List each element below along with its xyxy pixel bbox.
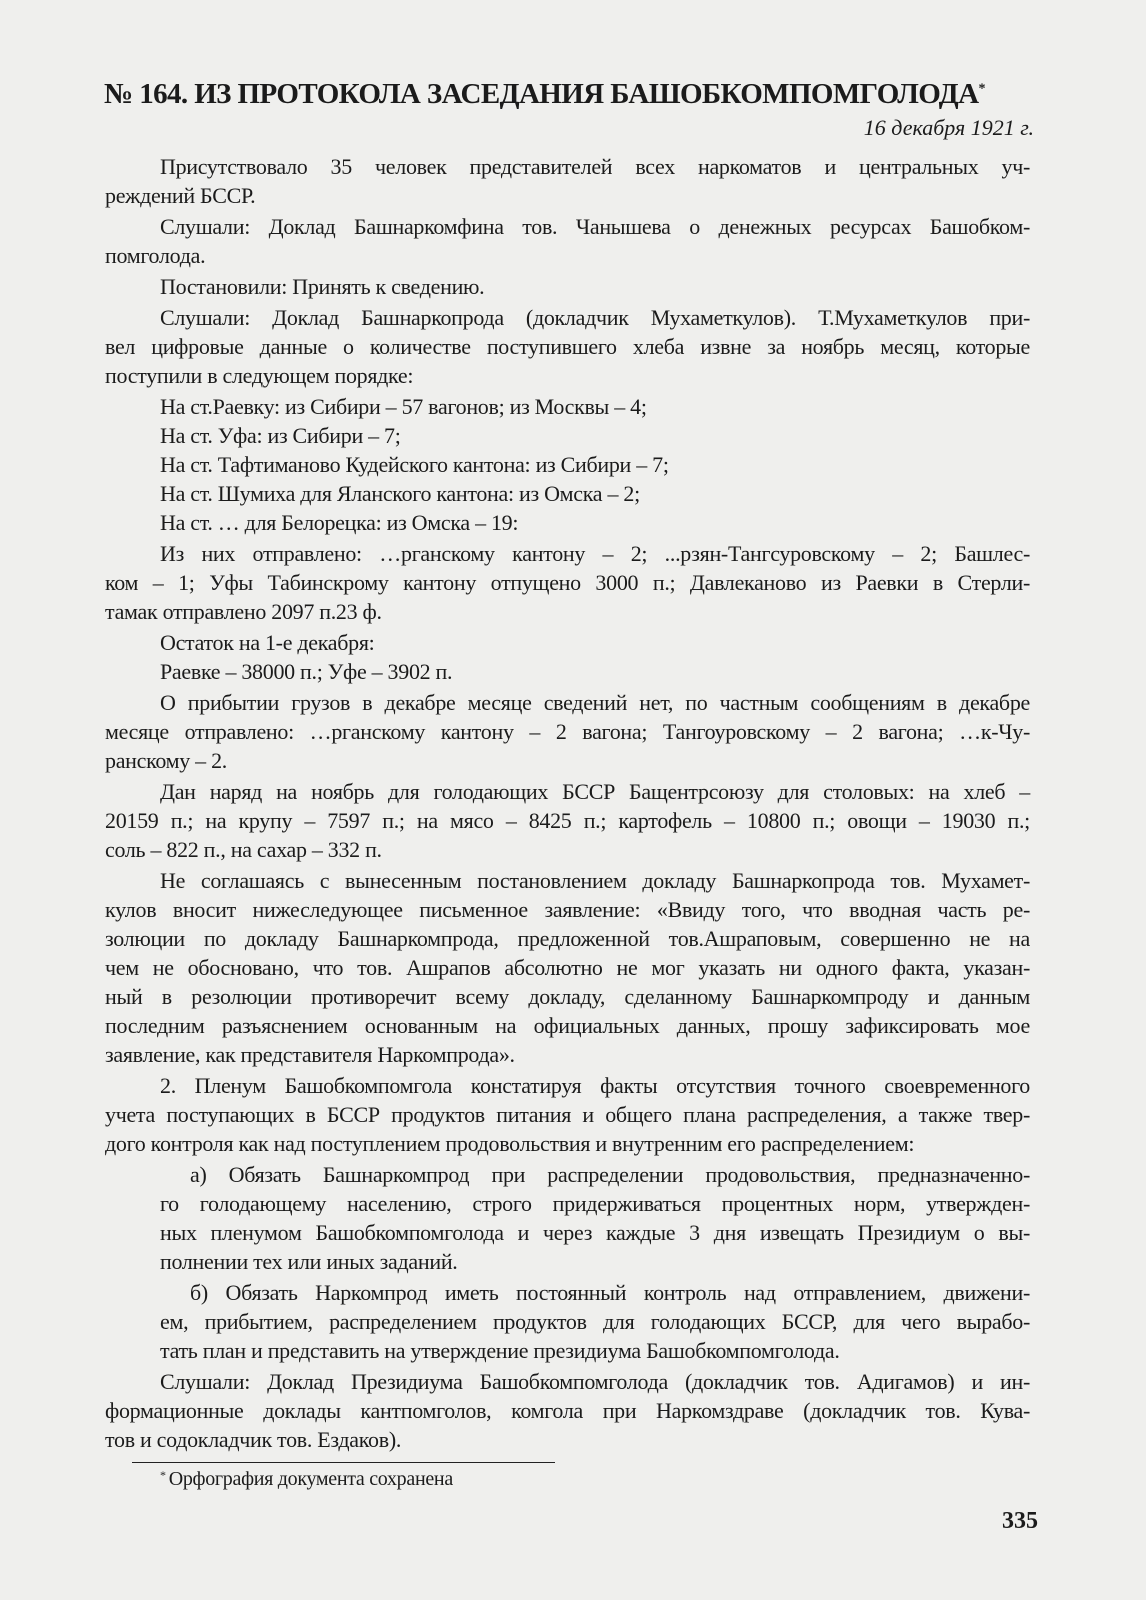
text-line: Раевке – 38000 п.; Уфе – 3902 п.	[160, 659, 453, 684]
text-line: Слушали: Доклад Башнаркопрода (докладчик Мухаметкулов). Т.Мухаметкулов при-	[160, 305, 1030, 330]
text-line: На ст. Уфа: из Сибири – 7;	[160, 423, 401, 448]
paragraph	[105, 1278, 1030, 1365]
footnote	[160, 1468, 453, 1491]
text-line: Постановили: Принять к сведению.	[160, 274, 485, 299]
text-line: Дан наряд на ноябрь для голодающих БССР Бащентрсоюзу для столовых: на хлеб –	[160, 779, 1030, 804]
page-number: 335	[1002, 1508, 1038, 1534]
paragraph	[105, 866, 1030, 1069]
text-line: Остаток на 1-е декабря:	[160, 630, 375, 655]
paragraph	[105, 688, 1030, 775]
text-line: На ст. … для Белорецка: из Омска – 19:	[160, 510, 519, 535]
text-line: Слушали: Доклад Башнаркомфина тов. Чанышева о денежных ресурсах Башобком-	[160, 214, 1030, 239]
paragraph	[105, 421, 1030, 450]
paragraph	[105, 303, 1030, 390]
text-line: полнении тех или иных заданий.	[160, 1249, 458, 1274]
text-line: ных пленумом Башобкомпомголода и через каждые 3 дня извещать Президиум о вы-	[160, 1220, 1030, 1245]
text-line: золюции по докладу Башнаркомпрода, предложенной тов.Ашраповым, совершенно не на	[105, 926, 1030, 951]
paragraph	[105, 657, 1030, 686]
text-line: помголода.	[105, 243, 206, 268]
paragraph	[105, 479, 1030, 508]
paragraph	[105, 392, 1030, 421]
text-line: го голодающему населению, строго придерживаться процентных норм, утвержден-	[160, 1191, 1030, 1216]
text-line: поступили в следующем порядке:	[105, 363, 414, 388]
text-line: На ст. Шумиха для Яланского кантона: из Омска – 2;	[160, 481, 640, 506]
text-line: б) Обязать Наркомпрод иметь постоянный контроль над отправлением, движени-	[190, 1280, 1030, 1305]
text-line: Слушали: Доклад Президиума Башобкомпомголода (докладчик тов. Адигамов) и ин-	[160, 1369, 1030, 1394]
text-line: формационные доклады кантпомголов, комгола при Наркомздраве (докладчик тов. Кува-	[105, 1398, 1030, 1423]
text-line: ранскому – 2.	[105, 748, 227, 773]
text-line: учета поступающих в БССР продуктов питания и общего плана распределения, а также твер-	[105, 1102, 1030, 1127]
document-body	[105, 150, 1030, 1454]
text-line: заявление, как представителя Наркомпрода».	[105, 1042, 515, 1067]
footnote-text: Орфография документа сохранена	[168, 1468, 453, 1490]
text-line: ем, прибытием, распределением продуктов для голодающих БССР, для чего вырабо-	[160, 1309, 1030, 1334]
paragraph	[105, 272, 1030, 301]
text-line: реждений БССР.	[105, 183, 256, 208]
text-line: вел цифровые данные о количестве поступившего хлеба извне за ноябрь месяц, которые	[105, 334, 1030, 359]
text-line: Не соглашаясь с вынесенным постановлением докладу Башнаркопрода тов. Мухамет-	[160, 868, 1030, 893]
text-line: тать план и представить на утверждение президиума Башобкомпомголода.	[160, 1338, 840, 1363]
text-line: кулов вносит нижеследующее письменное заявление: «Ввиду того, что вводная часть ре-	[105, 897, 1030, 922]
text-line: 20159 п.; на крупу – 7597 п.; на мясо – 8425 п.; картофель – 10800 п.; овощи – 19030 п.;	[105, 808, 1030, 833]
paragraph	[105, 1160, 1030, 1276]
text-line: На ст.Раевку: из Сибири – 57 вагонов; из Москвы – 4;	[160, 394, 647, 419]
text-line: Из них отправлено: …рганскому кантону – 2; ...рзян-Тангсуровскому – 2; Башлес-	[160, 541, 1030, 566]
text-line: соль – 822 п., на сахар – 332 п.	[105, 837, 382, 862]
paragraph	[105, 777, 1030, 864]
text-line: тамак отправлено 2097 п.23 ф.	[105, 599, 382, 624]
paragraph	[105, 212, 1030, 270]
paragraph	[105, 508, 1030, 537]
paragraph	[105, 1367, 1030, 1454]
text-line: Присутствовало 35 человек представителей всех наркоматов и центральных уч-	[160, 154, 1030, 179]
footnote-mark: *	[978, 81, 985, 97]
document-date: 16 декабря 1921 г.	[863, 115, 1034, 140]
paragraph	[105, 539, 1030, 626]
text-line: чем не обосновано, что тов. Ашрапов абсолютно не мог указать ни одного факта, указан-	[105, 955, 1030, 980]
paragraph	[105, 450, 1030, 479]
paragraph	[105, 1071, 1030, 1158]
text-line: месяце отправлено: …рганскому кантону – 2 вагона; Тангоуровскому – 2 вагона; …к-Чу-	[105, 719, 1030, 744]
paragraph	[105, 152, 1030, 210]
text-line: а) Обязать Башнаркомпрод при распределении продовольствия, предназначенно-	[190, 1162, 1030, 1187]
text-line: 2. Пленум Башобкомпомгола констатируя факты отсутствия точного своевременного	[160, 1073, 1030, 1098]
text-line: ный в резолюции противоречит всему докладу, сделанному Башнаркомпроду и данным	[105, 984, 1030, 1009]
footnote-divider	[132, 1462, 555, 1463]
paragraph	[105, 628, 1030, 657]
text-line: ком – 1; Уфы Табинскрому кантону отпущено 3000 п.; Давлеканово из Раевки в Стерли-	[105, 570, 1030, 595]
document-title-text: № 164. ИЗ ПРОТОКОЛА ЗАСЕДАНИЯ БАШОБКОМПОМГОЛОДА	[104, 78, 979, 110]
footnote-mark: *	[160, 1468, 166, 1482]
text-line: последним разъяснением основанным на официальных данных, прошу зафиксировать мое	[105, 1013, 1030, 1038]
text-line: тов и содокладчик тов. Ездаков).	[105, 1427, 402, 1452]
text-line: О прибытии грузов в декабре месяце сведений нет, по частным сообщениям в декабре	[160, 690, 1030, 715]
text-line: дого контроля как над поступлением продовольствия и внутренним его распределением:	[105, 1131, 915, 1156]
document-title	[104, 78, 985, 111]
text-line: На ст. Тафтиманово Кудейского кантона: из Сибири – 7;	[160, 452, 669, 477]
